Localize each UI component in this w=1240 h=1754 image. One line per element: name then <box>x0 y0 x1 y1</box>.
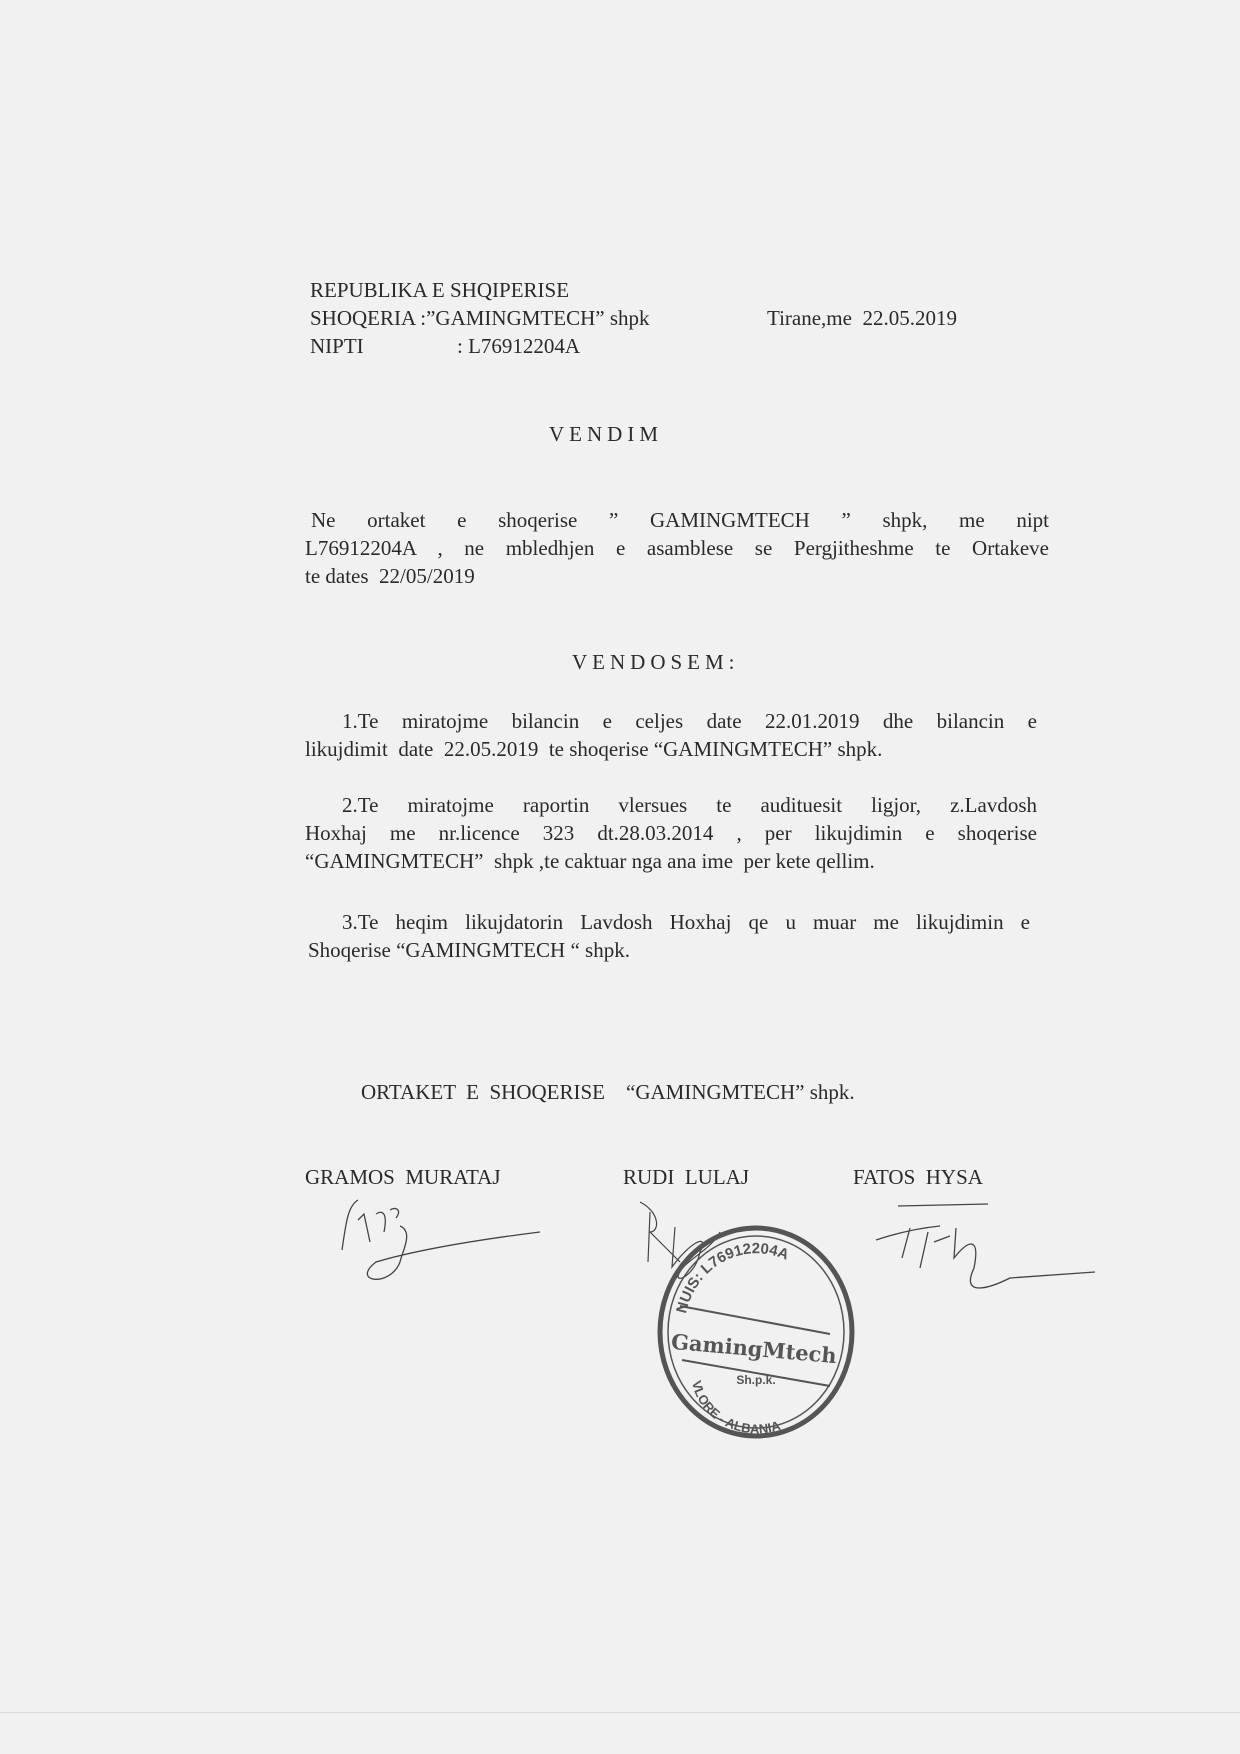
item-2-line-3: “GAMINGMTECH” shpk ,te caktuar nga ana ime per kete qellim. <box>305 849 875 873</box>
stamp-name: GamingMtech <box>670 1328 838 1369</box>
header-company: SHOQERIA :”GAMINGMTECH” shpk <box>310 306 650 330</box>
signature-gramos-murataj <box>330 1192 550 1292</box>
signatory-2: RUDI LULAJ <box>623 1165 749 1189</box>
item-3-line-2: Shoqerise “GAMINGMTECH “ shpk. <box>308 938 630 962</box>
nipt-label: NIPTI <box>310 334 364 358</box>
intro-line-1: Ne ortaket e shoqerise ” GAMINGMTECH ” shpk, me nipt <box>311 508 1049 532</box>
signatory-1: GRAMOS MURATAJ <box>305 1165 501 1189</box>
signature-fatos-hysa <box>870 1198 1100 1308</box>
item-2-line-2: Hoxhaj me nr.licence 323 dt.28.03.2014 , per likujdimin e shoqerise <box>305 821 1037 845</box>
scan-edge-line <box>0 1712 1240 1713</box>
item-1-line-2: likujdimit date 22.05.2019 te shoqerise “GAMINGMTECH” shpk. <box>305 737 883 761</box>
partners-heading: ORTAKET E SHOQERISE “GAMINGMTECH” shpk. <box>361 1080 855 1104</box>
svg-text:NUIS: L76912204A <box>673 1240 791 1315</box>
intro-line-3: te dates 22/05/2019 <box>305 564 475 588</box>
document-title: VENDIM <box>549 422 663 446</box>
stamp-top-text: NUIS: L76912204A <box>673 1240 792 1316</box>
decision-subtitle: VENDOSEM: <box>572 650 740 674</box>
signatory-3: FATOS HYSA <box>853 1165 983 1189</box>
item-1-line-1: 1.Te miratojme bilancin e celjes date 22.01.2019 dhe bilancin e <box>342 709 1037 733</box>
stamp-bottom-text: VLORE - ALBANIA <box>688 1378 783 1437</box>
company-stamp <box>652 1222 862 1442</box>
header-country: REPUBLIKA E SHQIPERISE <box>310 278 570 302</box>
stamp-type: Sh.p.k. <box>736 1373 776 1387</box>
nipt-value: : L76912204A <box>457 334 581 358</box>
intro-line-2: L76912204A , ne mbledhjen e asamblese se Pergjitheshme te Ortakeve <box>305 536 1049 560</box>
item-2-line-1: 2.Te miratojme raportin vlersues te audituesit ligjor, z.Lavdosh <box>342 793 1037 817</box>
header-place-date: Tirane,me 22.05.2019 <box>767 306 957 330</box>
svg-text:VLORE - ALBANIA <box>689 1379 783 1437</box>
item-3-line-1: 3.Te heqim likujdatorin Lavdosh Hoxhaj qe u muar me likujdimin e <box>342 910 1030 934</box>
